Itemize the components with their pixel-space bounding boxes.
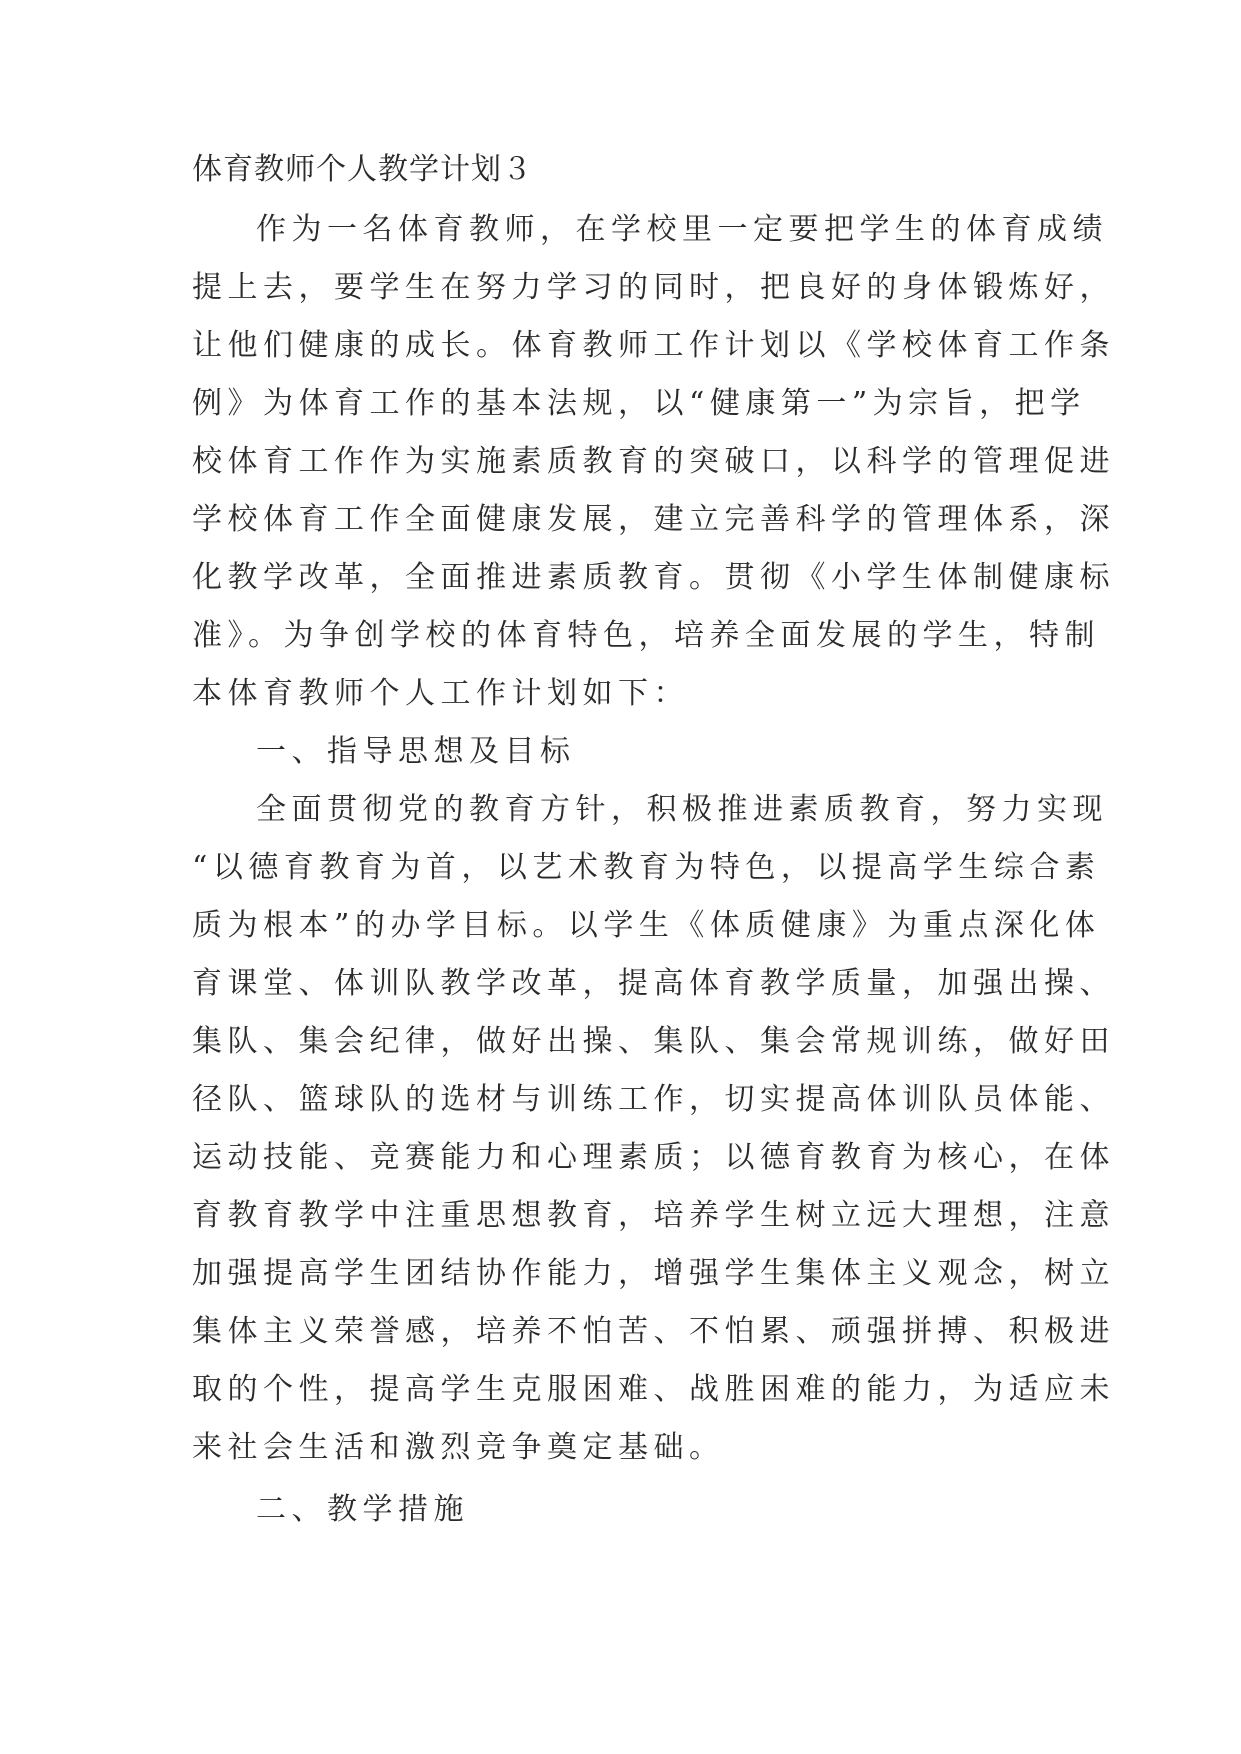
section1-line-8: 育教育教学中注重思想教育，培养学生树立远大理想，注意 — [192, 1198, 1115, 1233]
section1-line-2: “以德育教育为首，以艺术教育为特色，以提高学生综合素 — [192, 850, 1101, 885]
section1-line-7: 运动技能、竞赛能力和心理素质；以德育教育为核心，在体 — [192, 1140, 1115, 1175]
section1-heading: 一、指导思想及目标 — [256, 734, 576, 769]
section2-heading: 二、教学措施 — [256, 1492, 469, 1527]
intro-line-1: 作为一名体育教师，在学校里一定要把学生的体育成绩 — [256, 212, 1108, 247]
section1-line-12: 来社会生活和激烈竞争奠定基础。 — [192, 1430, 725, 1465]
section1-line-3: 质为根本”的办学目标。以学生《体质健康》为重点深化体 — [192, 908, 1101, 943]
intro-line-6: 学校体育工作全面健康发展，建立完善科学的管理体系，深 — [192, 502, 1115, 537]
intro-line-7: 化教学改革，全面推进素质教育。贯彻《小学生体制健康标 — [192, 560, 1115, 595]
section1-line-6: 径队、篮球队的选材与训练工作，切实提高体训队员体能、 — [192, 1082, 1115, 1117]
section1-line-11: 取的个性，提高学生克服困难、战胜困难的能力，为适应未 — [192, 1372, 1115, 1407]
intro-line-8: 准》。为争创学校的体育特色，培养全面发展的学生，特制 — [192, 618, 1100, 653]
document-title: 体育教师个人教学计划３ — [192, 152, 533, 187]
intro-line-3: 让他们健康的成长。体育教师工作计划以《学校体育工作条 — [192, 328, 1115, 363]
section1-line-4: 育课堂、体训队教学改革，提高体育教学质量，加强出操、 — [192, 966, 1115, 1001]
section1-line-1: 全面贯彻党的教育方针，积极推进素质教育，努力实现 — [256, 792, 1108, 827]
intro-line-2: 提上去，要学生在努力学习的同时，把良好的身体锻炼好， — [192, 270, 1115, 305]
section1-line-9: 加强提高学生团结协作能力，增强学生集体主义观念，树立 — [192, 1256, 1115, 1291]
intro-line-5: 校体育工作作为实施素质教育的突破口，以科学的管理促进 — [192, 444, 1115, 479]
section1-line-5: 集队、集会纪律，做好出操、集队、集会常规训练，做好田 — [192, 1024, 1115, 1059]
section1-line-10: 集体主义荣誉感，培养不怕苦、不怕累、顽强拼搏、积极进 — [192, 1314, 1115, 1349]
intro-line-4: 例》为体育工作的基本法规，以“健康第一”为宗旨，把学 — [192, 386, 1086, 421]
intro-line-9: 本体育教师个人工作计划如下： — [192, 676, 689, 711]
